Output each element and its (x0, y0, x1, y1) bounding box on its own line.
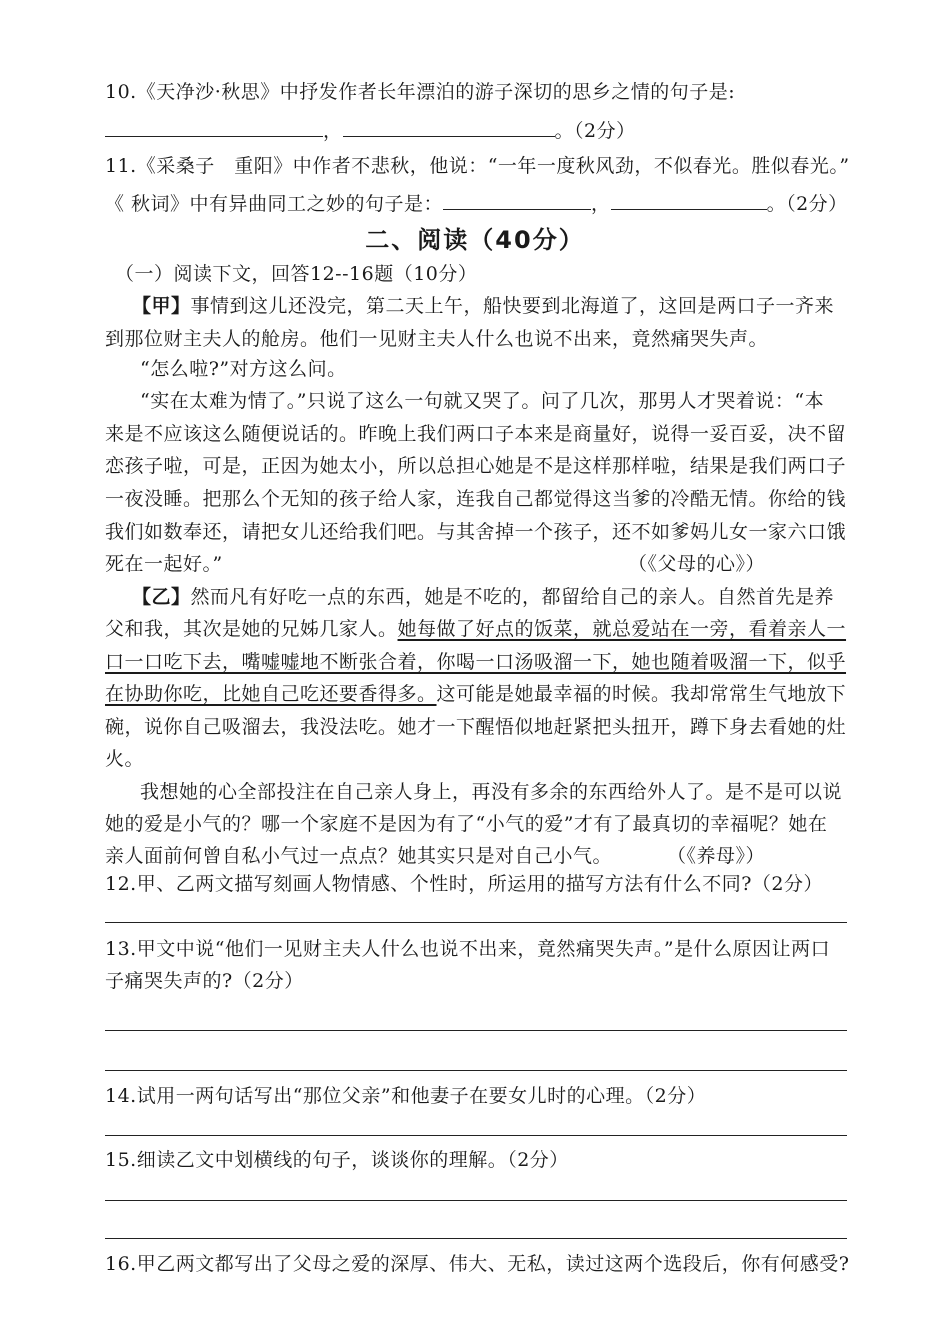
answer-line[interactable] (105, 1135, 847, 1136)
jia-source: （《父母的心》） (627, 553, 765, 575)
question-11-answer-line: 《 秋词》中有异曲同工之妙的句子是： ， 。（2分） (105, 189, 865, 218)
question-13-cont: 子痛哭失声的?（2分） (105, 970, 304, 992)
yi-line: 碗，说你自己吸溜去，我没法吃。她才一下醒悟似地赶紧把头扭开，蹲下身去看她的灶 (105, 716, 847, 738)
question-10: 10.《天净沙·秋思》中抒发作者长年漂泊的游子深切的思乡之情的句子是: (105, 81, 736, 103)
question-12: 12.甲、乙两文描写刻画人物情感、个性时，所运用的描写方法有什么不同?（2分） (105, 873, 823, 895)
yi-line: 父和我，其次是她的兄姊几家人。她每做了好点的饭菜，就总爱站在一旁，看着亲人一 (105, 618, 847, 640)
yi-line: 她的爱是小气的？哪一个家庭不是因为有了“小气的爱”才有了最真切的幸福呢？她在 (105, 813, 828, 835)
yi-line (105, 648, 865, 676)
answer-line[interactable] (105, 1238, 847, 1239)
answer-line[interactable] (105, 922, 847, 923)
question-15: 15.细读乙文中划横线的句子，谈谈你的理解。（2分） (105, 1149, 569, 1171)
answer-line[interactable] (105, 1030, 847, 1031)
jia-line: 恋孩子啦，可是，正因为她太小，所以总担心她是不是这样那样啦，结果是我们两口子 (105, 455, 847, 477)
answer-blank[interactable] (611, 189, 767, 210)
jia-line: “实在太难为情了。”只说了这么一句就又哭了。问了几次，那男人才哭着说：“本 (140, 390, 825, 412)
underlined-sentence: 她每做了好点的饭菜，就总爱站在一旁，看着亲人一 (397, 618, 847, 640)
jia-line: “怎么啦?”对方这么问。 (140, 358, 347, 380)
jia-line: 我们如数奉还，请把女儿还给我们吧。与其舍掉一个孩子，还不如爹妈儿女一家六口饿 (105, 521, 847, 543)
yi-line: 【乙】然而凡有好吃一点的东西，她是不吃的，都留给自己的亲人。自然首先是养 (132, 586, 835, 608)
jia-line: 【甲】事情到这儿还没完，第二天上午，船快要到北海道了，这回是两口子一齐来 (132, 295, 835, 317)
question-13: 13.甲文中说“他们一见财主夫人什么也说不出来，竟然痛哭失声。”是什么原因让两口 (105, 938, 831, 960)
answer-blank[interactable] (105, 116, 323, 137)
question-14: 14.试用一两句话写出“那位父亲”和他妻子在要女儿时的心理。（2分） (105, 1085, 707, 1107)
answer-line[interactable] (105, 1070, 847, 1071)
answer-line[interactable] (105, 1200, 847, 1201)
jia-line: 来是不应该这么随便说话的。昨晚上我们两口子本来是商量好，说得一妥百妥，决不留 (105, 423, 847, 445)
yi-line: 火。 (105, 748, 145, 770)
yi-line: 在协助你吃，比她自己吃还要香得多。这可能是她最幸福的时候。我却常常生气地放下 (105, 683, 847, 705)
underlined-sentence: 口一口吃下去，嘴嘘嘘地不断张合着，你喝一口汤吸溜一下，她也随着吸溜一下，似乎 (105, 651, 847, 673)
jia-line: 一夜没睡。把那么个无知的孩子给人家，连我自己都觉得这当爹的冷酷无情。你给的钱 (105, 488, 847, 510)
question-16: 16.甲乙两文都写出了父母之爱的深厚、伟大、无私，读过这两个选段后，你有何感受? (105, 1253, 850, 1275)
section-title: 二、阅读（40分） (365, 226, 585, 254)
yi-source: （《养母》） (666, 845, 765, 867)
question-11: 11.《采桑子 重阳》中作者不悲秋，他说：“一年一度秋风劲，不似春光。胜似春光。” (105, 155, 850, 177)
question-10-answer-line: ， 。（2分） (105, 116, 865, 145)
sub-title: （一）阅读下文，回答12--16题（10分） (115, 263, 478, 285)
yi-line: 我想她的心全部投注在自己亲人身上，再没有多余的东西给外人了。是不是可以说 (140, 781, 843, 803)
jia-line: 死在一起好。” （《父母的心》） (105, 550, 865, 578)
answer-blank[interactable] (443, 189, 591, 210)
underlined-sentence: 在协助你吃，比她自己吃还要香得多。 (105, 683, 437, 705)
yi-line: 亲人面前何曾自私小气过一点点？她其实只是对自己小气。 （《养母》） (105, 842, 865, 870)
answer-blank[interactable] (343, 116, 555, 137)
jia-line: 到那位财主夫人的舱房。他们一见财主夫人什么也说不出来，竟然痛哭失声。 (105, 328, 769, 350)
